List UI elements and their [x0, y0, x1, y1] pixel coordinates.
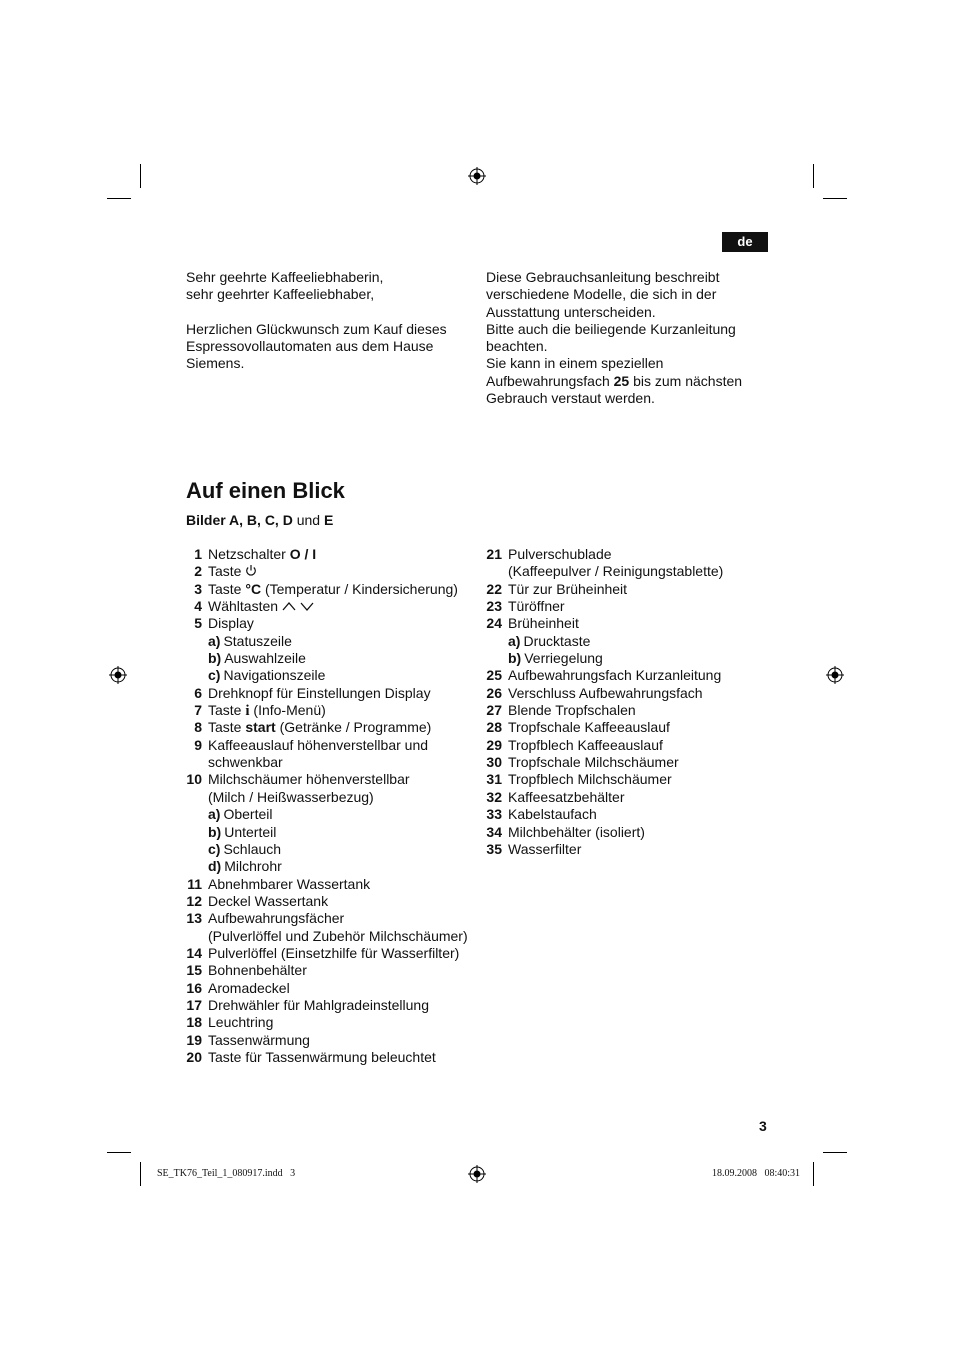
item-label: Wasserfilter [508, 840, 582, 857]
item-number: 30 [486, 754, 502, 771]
item-text [508, 771, 672, 788]
sub-item-text [208, 841, 281, 858]
sub-item-text [208, 806, 272, 823]
list-item [186, 563, 476, 580]
item-label: Pulverlöffel (Einsetzhilfe für Wasserfilter) [208, 944, 460, 961]
list-item [486, 719, 776, 736]
sub-item-letter: b) [508, 650, 522, 667]
item-text [208, 771, 410, 788]
crop-mark [813, 1162, 814, 1186]
item-text [508, 789, 625, 806]
item-text: (Kaffeepulver / Reinigungstablette) [508, 563, 724, 580]
item-label: Milchbehälter (isoliert) [508, 823, 645, 840]
list-item [186, 841, 476, 858]
item-text [208, 1032, 310, 1049]
list-item [186, 876, 476, 893]
item-label: Deckel Wassertank [208, 892, 329, 909]
item-label: Brüheinheit [508, 615, 579, 632]
item-number: 20 [186, 1048, 202, 1065]
item-text: schwenkbar [208, 754, 283, 771]
item-label: (Temperatur / Kindersicherung) [261, 580, 458, 597]
item-number: 4 [194, 598, 202, 615]
list-item [186, 893, 476, 910]
list-item [486, 824, 776, 841]
intro-line: Herzlichen Glückwunsch zum Kauf dieses [186, 320, 447, 337]
item-label: Tropfschale Milchschäumer [508, 754, 679, 771]
intro-line: Ausstattung unterscheiden. [486, 303, 656, 320]
registration-mark-icon [109, 666, 127, 684]
list-item [186, 806, 476, 823]
list-item [186, 928, 476, 945]
item-label: Bohnenbehälter [208, 962, 307, 979]
sub-item-label: Unterteil [224, 823, 277, 840]
item-label: Abnehmbarer Wassertank [208, 875, 371, 892]
item-number: 19 [186, 1031, 202, 1048]
list-item [486, 806, 776, 823]
list-item [186, 858, 476, 875]
item-text [208, 1049, 436, 1066]
item-text [208, 1014, 273, 1031]
intro-line: Gebrauch verstaut werden. [486, 390, 655, 407]
list-item [186, 685, 476, 702]
item-text [508, 702, 636, 719]
sub-item-label: Statuszeile [223, 632, 292, 649]
sub-item-text [208, 650, 306, 667]
item-label: Tür zur Brüheinheit [508, 580, 628, 597]
list-item [186, 962, 476, 979]
list-item [486, 789, 776, 806]
item-label: Tropfblech Milchschäumer [508, 771, 672, 788]
list-item [186, 980, 476, 997]
item-number: 14 [186, 944, 202, 961]
intro-line: Espressovollautomaten aus dem Hause [186, 338, 434, 355]
item-text [208, 876, 370, 893]
item-text [508, 824, 645, 841]
item-text [208, 719, 431, 736]
item-label: Verschluss Aufbewahrungsfach [508, 684, 703, 701]
item-number: 8 [194, 719, 202, 736]
subheading-text: und [292, 512, 324, 528]
sub-item-letter: b) [208, 823, 222, 840]
item-text [508, 615, 579, 632]
item-number: 22 [486, 580, 502, 597]
item-label: Kaffeeauslauf höhenverstellbar und [208, 736, 429, 753]
intro-text: bis zum nächsten [629, 372, 743, 389]
item-number: 28 [486, 719, 502, 736]
list-item [486, 546, 776, 563]
sub-item-letter: c) [208, 840, 221, 857]
sub-item-label: Navigationszeile [223, 667, 326, 684]
item-label: Milchschäumer höhenverstellbar [208, 771, 410, 788]
sub-item-letter: a) [508, 632, 521, 649]
item-label: Aromadeckel [208, 979, 290, 996]
item-number: 17 [186, 996, 202, 1013]
item-label: (Getränke / Programme) [275, 719, 432, 736]
section-heading: Auf einen Blick [186, 478, 345, 503]
item-number: 1 [194, 546, 202, 562]
item-number: 9 [194, 736, 202, 753]
item-number: 33 [486, 806, 502, 823]
list-item [186, 824, 476, 841]
list-item [486, 737, 776, 754]
list-item [186, 581, 476, 598]
item-text [208, 546, 316, 563]
item-text [508, 546, 612, 563]
intro-left [186, 269, 466, 373]
intro-line: sehr geehrter Kaffeeliebhaber, [186, 286, 375, 303]
list-item [186, 1049, 476, 1066]
item-label: Taste [208, 702, 246, 719]
list-item [486, 650, 776, 667]
item-text: (Milch / Heißwasserbezug) [208, 788, 374, 805]
intro-line [186, 304, 466, 321]
intro-bold-number: 25 [613, 372, 630, 389]
sub-item-text [208, 858, 282, 875]
item-label-bold: i [245, 703, 250, 720]
item-text [208, 962, 307, 979]
registration-mark-icon [826, 666, 844, 684]
sub-item-label: Oberteil [223, 806, 273, 823]
item-number: 3 [194, 580, 202, 597]
crop-mark [140, 1162, 141, 1186]
parts-list-right [486, 546, 776, 858]
item-label: Wähltasten [208, 598, 282, 615]
item-label-bold: O / I [289, 546, 317, 562]
item-label: Display [208, 615, 254, 632]
list-item [186, 910, 476, 927]
intro-line: Bitte auch die beiliegende Kurzanleitung [486, 320, 736, 337]
sub-item-text [208, 667, 325, 684]
item-text [508, 841, 581, 858]
item-label: Drehknopf für Einstellungen Display [208, 684, 431, 701]
sub-item-letter: a) [208, 632, 221, 649]
item-label: Aufbewahrungsfächer [208, 910, 345, 927]
list-item [486, 702, 776, 719]
list-item [486, 667, 776, 684]
intro-line: Diese Gebrauchsanleitung beschreibt [486, 269, 720, 285]
language-tab: de [722, 232, 768, 252]
page-number: 3 [759, 1118, 767, 1134]
crop-mark [140, 164, 141, 188]
sub-item-label: Auswahlzeile [224, 650, 306, 667]
item-number: 7 [194, 702, 202, 719]
section-subheading [186, 512, 333, 528]
item-number: 5 [194, 615, 202, 632]
list-item [186, 945, 476, 962]
item-text [208, 615, 254, 632]
list-item [186, 633, 476, 650]
item-number: 27 [486, 702, 502, 719]
list-item [486, 598, 776, 615]
list-item [186, 598, 476, 615]
item-text [208, 910, 344, 927]
list-item [186, 997, 476, 1014]
item-label: Türöffner [508, 598, 565, 615]
item-number: 23 [486, 598, 502, 615]
list-item [186, 546, 476, 563]
item-text [208, 581, 458, 598]
item-text: (Pulverlöffel und Zubehör Milchschäumer) [208, 927, 468, 944]
item-label: Kaffeesatzbehälter [508, 788, 625, 805]
list-item [186, 1014, 476, 1031]
item-text [508, 719, 670, 736]
sub-item-label: Drucktaste [523, 632, 591, 649]
crop-mark [107, 1152, 131, 1153]
crop-mark [107, 198, 131, 199]
item-number: 6 [194, 684, 202, 701]
list-item [486, 841, 776, 858]
list-item [186, 719, 476, 736]
up-down-arrows-icon [282, 598, 316, 614]
list-item [186, 754, 476, 771]
list-item [186, 615, 476, 632]
item-label: Taste [208, 719, 246, 736]
intro-line: verschiedene Modelle, die sich in der [486, 286, 717, 303]
list-item [186, 789, 476, 806]
item-number: 21 [486, 546, 502, 562]
item-text [208, 893, 328, 910]
list-item [486, 754, 776, 771]
item-text [508, 667, 721, 684]
item-number: 11 [187, 875, 202, 892]
item-label: Tassenwärmung [208, 1031, 310, 1048]
item-number: 15 [186, 962, 202, 979]
item-text [208, 685, 431, 702]
footer-timestamp: 18.09.2008 08:40:31 [712, 1168, 801, 1179]
list-item [486, 771, 776, 788]
item-text [208, 563, 257, 580]
registration-mark-icon [468, 1165, 486, 1183]
intro-line: Siemens. [186, 355, 245, 372]
item-label: Taste [208, 563, 246, 580]
item-text [208, 980, 290, 997]
item-text [208, 598, 316, 615]
crop-mark [813, 164, 814, 188]
sub-item-letter: d) [208, 858, 222, 875]
item-label-bold: °C [245, 580, 262, 597]
item-label: Taste für Tassenwärmung beleuchtet [208, 1048, 436, 1065]
sub-item-text [208, 633, 292, 650]
item-label: Taste [208, 580, 246, 597]
intro-right [486, 269, 776, 407]
item-label: Netzschalter [208, 546, 290, 562]
list-item [486, 633, 776, 650]
sub-item-letter: b) [208, 650, 222, 667]
list-item [186, 771, 476, 788]
list-item [186, 667, 476, 684]
list-item [486, 685, 776, 702]
item-text [508, 737, 663, 754]
item-label: Aufbewahrungsfach Kurzanleitung [508, 667, 722, 684]
power-icon [245, 563, 257, 579]
item-label: (Info-Menü) [249, 702, 326, 719]
item-text [508, 685, 703, 702]
crop-mark [823, 1152, 847, 1153]
list-item [486, 615, 776, 632]
list-item [186, 702, 476, 719]
intro-line: beachten. [486, 338, 548, 355]
sub-item-text [508, 650, 603, 667]
intro-line: Sie kann in einem speziellen [486, 355, 664, 372]
list-item [486, 581, 776, 598]
footer-filename: SE_TK76_Teil_1_080917.indd 3 [157, 1168, 296, 1179]
item-label: Kabelstaufach [508, 806, 597, 823]
sub-item-label: Milchrohr [224, 858, 282, 875]
item-text [508, 598, 565, 615]
item-label: Tropfschale Kaffeeauslauf [508, 719, 670, 736]
list-item [186, 650, 476, 667]
sub-item-letter: a) [208, 806, 221, 823]
subheading-bold: E [323, 512, 334, 528]
sub-item-label: Schlauch [223, 840, 282, 857]
item-text [208, 702, 326, 720]
crop-mark [823, 198, 847, 199]
item-number: 32 [486, 788, 502, 805]
item-number: 26 [486, 684, 502, 701]
item-label: Pulverschublade [508, 546, 612, 562]
sub-item-letter: c) [208, 667, 221, 684]
item-text [508, 806, 597, 823]
item-number: 24 [486, 615, 502, 632]
item-number: 12 [186, 892, 202, 909]
list-item [186, 737, 476, 754]
subheading-bold: Bilder A, B, C, D [186, 512, 293, 528]
sub-item-text [508, 633, 590, 650]
item-label: Tropfblech Kaffeeauslauf [508, 736, 663, 753]
sub-item-text [208, 824, 276, 841]
item-text [208, 997, 429, 1014]
list-item [186, 1032, 476, 1049]
item-label: Drehwähler für Mahlgradeinstellung [208, 996, 430, 1013]
item-text [208, 945, 459, 962]
item-label-bold: start [245, 719, 276, 736]
item-label: Blende Tropfschalen [508, 702, 636, 719]
item-number: 34 [486, 823, 502, 840]
registration-mark-icon [468, 167, 486, 185]
item-number: 16 [186, 979, 202, 996]
item-number: 10 [186, 771, 202, 788]
item-number: 25 [486, 667, 502, 684]
parts-list-left [186, 546, 476, 1066]
item-number: 29 [486, 736, 502, 753]
intro-line [486, 373, 776, 390]
intro-line: Sehr geehrte Kaffeeliebhaberin, [186, 269, 384, 285]
item-number: 2 [194, 563, 202, 580]
item-text [508, 581, 627, 598]
intro-text: Aufbewahrungsfach [486, 372, 614, 389]
item-number: 35 [486, 840, 502, 857]
item-number: 18 [186, 1014, 202, 1031]
item-label: Leuchtring [208, 1014, 274, 1031]
list-item [486, 563, 776, 580]
sub-item-label: Verriegelung [524, 650, 603, 667]
item-text [208, 737, 428, 754]
item-number: 31 [486, 771, 502, 788]
item-number: 13 [186, 910, 202, 927]
item-text [508, 754, 679, 771]
